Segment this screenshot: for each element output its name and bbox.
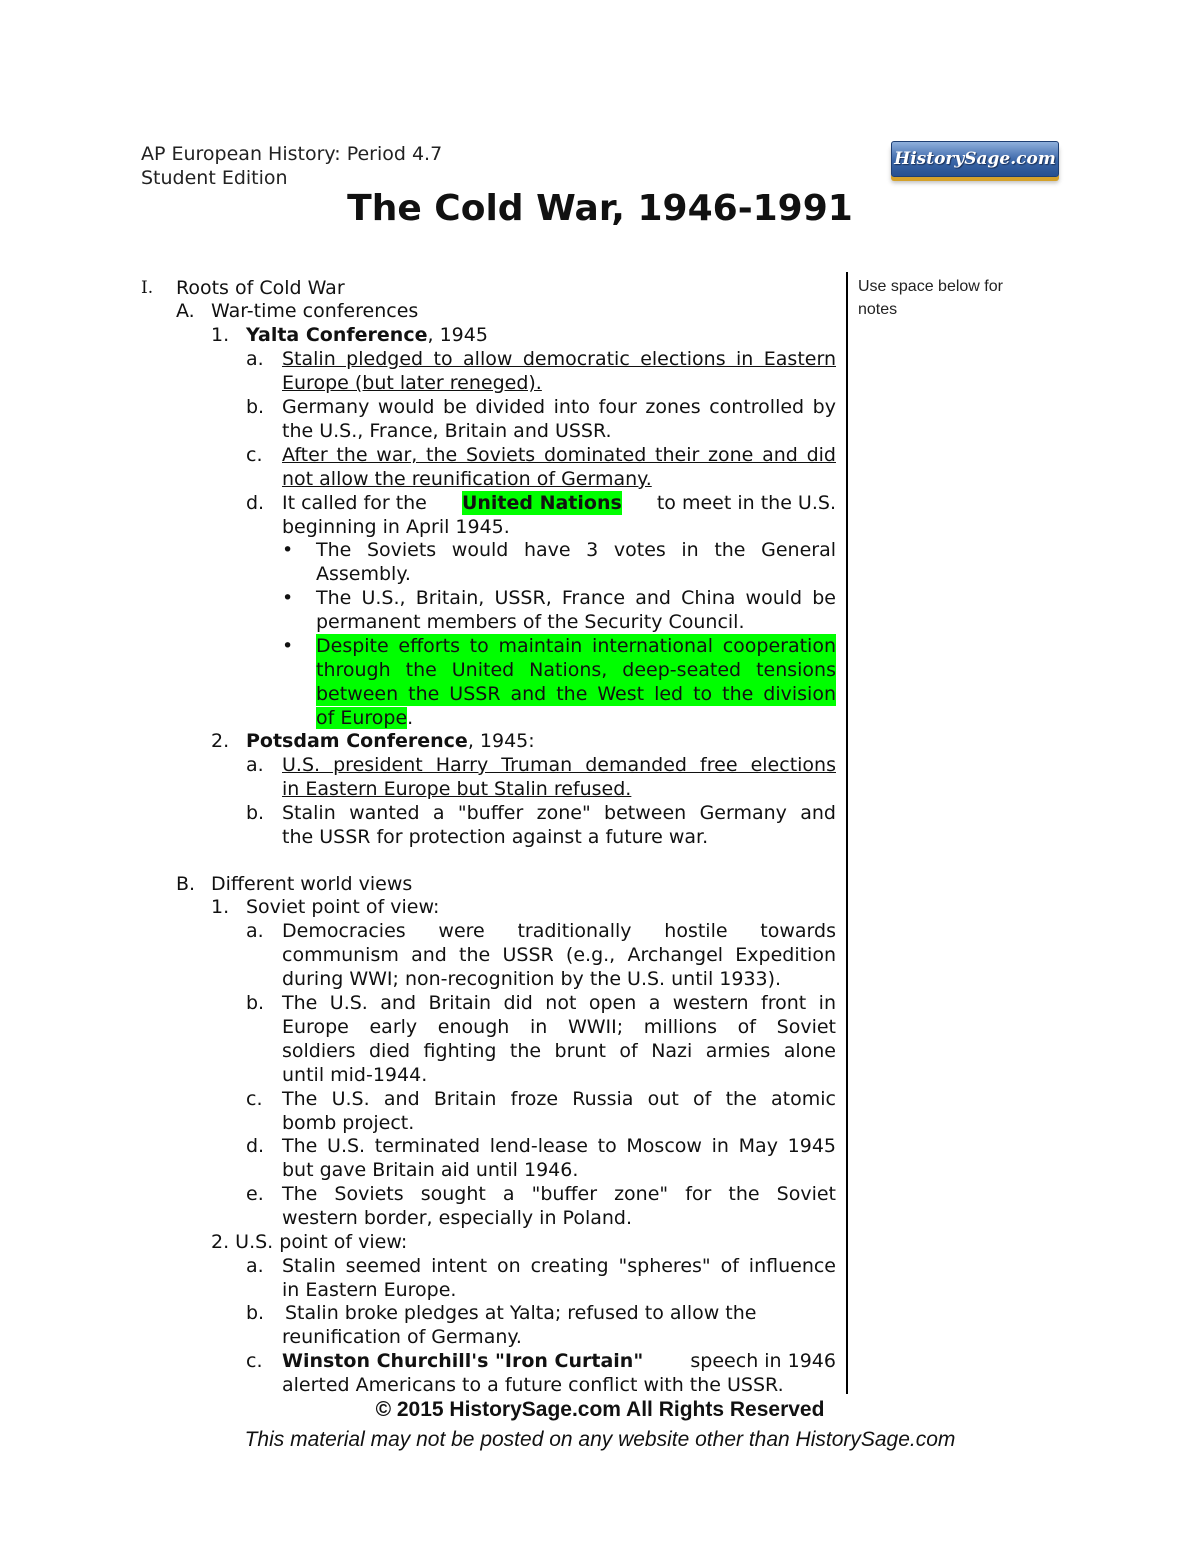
outline-letter: e. bbox=[246, 1183, 264, 1205]
outline-letter: c. bbox=[246, 1350, 263, 1372]
outline-letter: b. bbox=[246, 1302, 265, 1324]
outline-text: bomb project. bbox=[282, 1112, 415, 1134]
highlighted-text bbox=[316, 706, 413, 730]
outline-text: The Soviets sought a "buffer zone" for the Soviet bbox=[282, 1183, 836, 1205]
usage-notice: This material may not be posted on any website other than HistorySage.com bbox=[244, 1428, 956, 1451]
text-fragment: to meet in the U.S. bbox=[656, 492, 836, 514]
outline-text: After the war, the Soviets dominated their zone and did bbox=[282, 444, 836, 466]
topic-bold: Potsdam Conference bbox=[246, 730, 468, 752]
subsection-heading: War-time conferences bbox=[211, 300, 419, 322]
subsection-heading: Different world views bbox=[211, 873, 413, 895]
outline-text: soldiers died fighting the brunt of Nazi armies alone bbox=[282, 1040, 836, 1062]
topic-heading bbox=[246, 323, 488, 347]
outline-letter: b. bbox=[246, 396, 265, 418]
bullet-text: permanent members of the Security Council. bbox=[316, 611, 745, 633]
historysage-logo bbox=[891, 141, 1059, 177]
outline-text: the USSR for protection against a future war. bbox=[282, 826, 709, 848]
outline-text: Stalin wanted a "buffer zone" between Germany and bbox=[282, 802, 836, 824]
outline-letter: c. bbox=[246, 1088, 263, 1110]
outline-letter: a. bbox=[246, 1255, 264, 1277]
notes-divider bbox=[846, 272, 848, 1394]
bullet-icon: • bbox=[282, 587, 294, 609]
outline-text: Stalin pledged to allow democratic elections in Eastern bbox=[282, 348, 836, 370]
outline-text: Stalin broke pledges at Yalta; refused to allow the bbox=[285, 1302, 757, 1324]
outline-text: Germany would be divided into four zones controlled by bbox=[282, 396, 836, 418]
outline-text: reunification of Germany. bbox=[282, 1326, 522, 1348]
outline-text: but gave Britain aid until 1946. bbox=[282, 1159, 579, 1181]
outline-text: western border, especially in Poland. bbox=[282, 1207, 633, 1229]
copyright-footer: © 2015 HistorySage.com All Rights Reserved bbox=[375, 1398, 825, 1421]
outline-letter: a. bbox=[246, 754, 264, 776]
topic-heading: Soviet point of view: bbox=[246, 896, 440, 918]
outline-text: The U.S. and Britain did not open a western front in bbox=[282, 992, 836, 1014]
topic-bold: Yalta Conference bbox=[246, 324, 428, 346]
outline-text: Europe early enough in WWII; millions of Soviet bbox=[282, 1016, 836, 1038]
outline-number: I. bbox=[141, 278, 154, 298]
topic-date: , 1945: bbox=[467, 730, 535, 752]
outline-letter: b. bbox=[246, 802, 265, 824]
highlighted-text: between the USSR and the West led to the division bbox=[316, 683, 836, 705]
outline-letter: d. bbox=[246, 492, 265, 514]
outline-text: Stalin seemed intent on creating "spheres" of influence bbox=[282, 1255, 836, 1277]
outline-text: the U.S., France, Britain and USSR. bbox=[282, 420, 612, 442]
bullet-text: The U.S., Britain, USSR, France and China would be bbox=[316, 587, 836, 609]
churchill-bold: Winston Churchill's "Iron Curtain" bbox=[282, 1350, 644, 1372]
course-header: AP European History: Period 4.7 bbox=[141, 143, 443, 165]
outline-text: in Eastern Europe but Stalin refused. bbox=[282, 778, 632, 800]
outline-text: during WWI; non-recognition by the U.S. until 1933). bbox=[282, 968, 782, 990]
section-heading: Roots of Cold War bbox=[176, 277, 345, 299]
bullet-text: Assembly. bbox=[316, 563, 411, 585]
outline-number: 2. bbox=[211, 730, 230, 752]
outline-number: 1. bbox=[211, 896, 230, 918]
highlighted-text: Despite efforts to maintain international cooperation bbox=[316, 635, 836, 657]
outline-text: communism and the USSR (e.g., Archangel Expedition bbox=[282, 944, 836, 966]
outline-text: beginning in April 1945. bbox=[282, 516, 510, 538]
text-fragment: It called for the bbox=[282, 492, 427, 514]
outline-text: U.S. president Harry Truman demanded free elections bbox=[282, 754, 836, 776]
highlighted-text: through the United Nations, deep-seated tensions bbox=[316, 659, 836, 681]
bullet-text: The Soviets would have 3 votes in the General bbox=[316, 539, 836, 561]
text-fragment: speech in 1946 bbox=[690, 1350, 836, 1372]
outline-letter: a. bbox=[246, 920, 264, 942]
outline-text: not allow the reunification of Germany. bbox=[282, 468, 652, 490]
topic-heading bbox=[246, 729, 535, 753]
logo-text: HistorySage.com bbox=[894, 149, 1056, 169]
outline-letter: d. bbox=[246, 1135, 265, 1157]
highlight-fragment: of Europe bbox=[316, 707, 408, 729]
topic-date: , 1945 bbox=[427, 324, 488, 346]
outline-text: in Eastern Europe. bbox=[282, 1279, 457, 1301]
outline-text: Democracies were traditionally hostile towards bbox=[282, 920, 836, 942]
outline-number: 1. bbox=[211, 324, 230, 346]
outline-letter: b. bbox=[246, 992, 265, 1014]
outline-letter: c. bbox=[246, 444, 263, 466]
outline-text bbox=[282, 491, 836, 515]
edition-label: Student Edition bbox=[141, 167, 288, 189]
united-nations-highlight: United Nations bbox=[461, 492, 622, 514]
outline-letter: A. bbox=[176, 300, 195, 322]
outline-text bbox=[282, 1349, 836, 1373]
outline-text: Europe (but later reneged). bbox=[282, 372, 542, 394]
outline-text: The U.S. and Britain froze Russia out of the atomic bbox=[282, 1088, 836, 1110]
text-fragment: . bbox=[407, 707, 414, 729]
bullet-icon: • bbox=[282, 539, 294, 561]
outline-text: alerted Americans to a future conflict with the USSR. bbox=[282, 1374, 784, 1396]
bullet-icon: • bbox=[282, 635, 294, 657]
outline-text: The U.S. terminated lend-lease to Moscow in May 1945 bbox=[282, 1135, 836, 1157]
topic-heading: 2. U.S. point of view: bbox=[211, 1231, 408, 1253]
outline-letter: a. bbox=[246, 348, 264, 370]
page-title: The Cold War, 1946-1991 bbox=[347, 188, 853, 229]
outline-text: until mid-1944. bbox=[282, 1064, 428, 1086]
outline-letter: B. bbox=[176, 873, 196, 895]
notes-hint: Use space below for notes bbox=[858, 278, 1003, 318]
